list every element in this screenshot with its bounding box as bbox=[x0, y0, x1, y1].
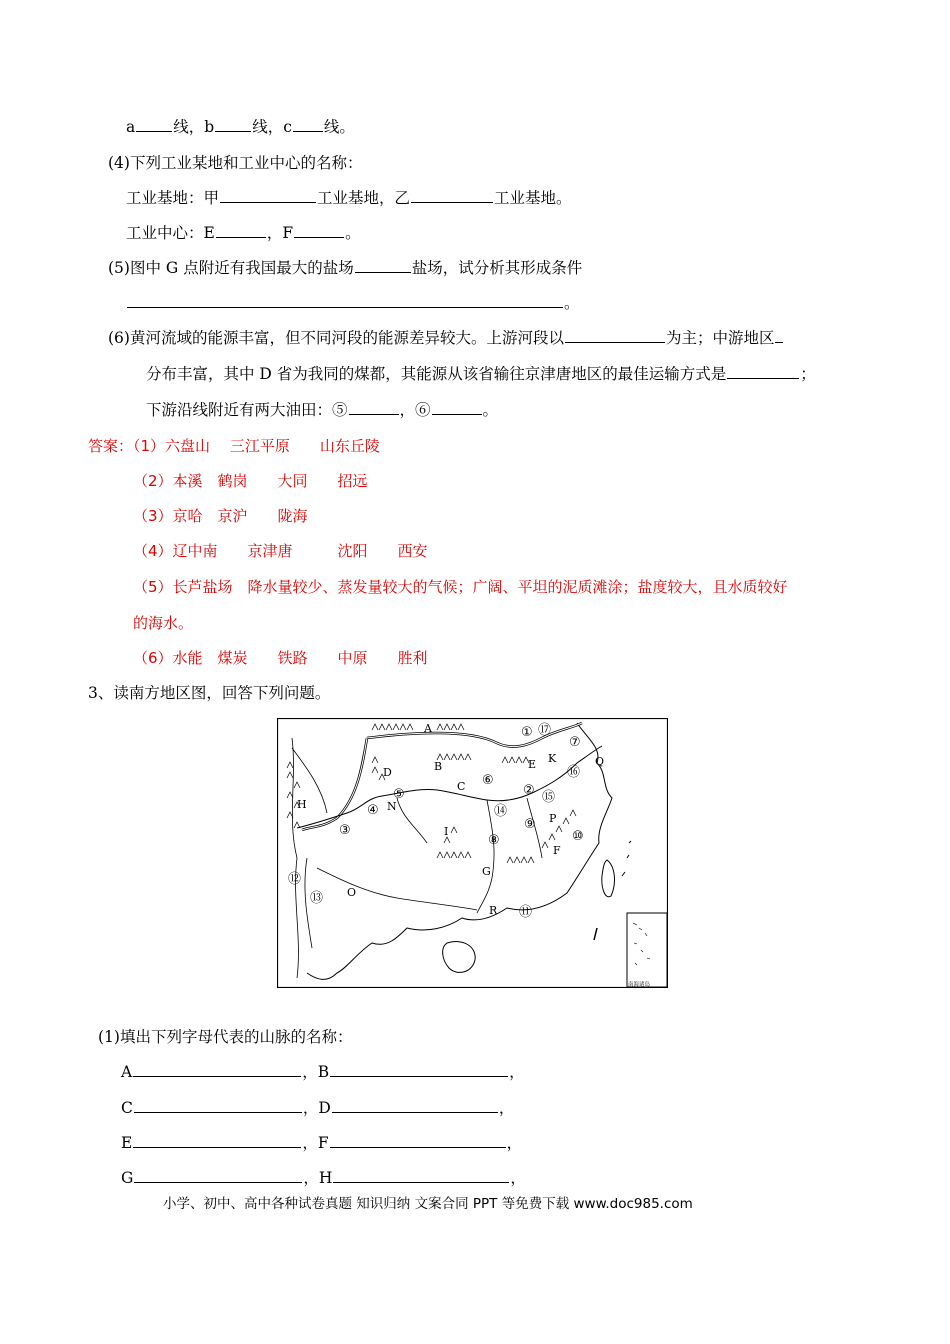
q2-industrial-center: 工业中心：E ，F 。 bbox=[126, 224, 361, 242]
answer-1: 答案：（1）六盘山 三江平原 山东丘陵 bbox=[88, 437, 380, 455]
svg-text:G: G bbox=[482, 865, 491, 878]
svg-text:F: F bbox=[553, 844, 561, 857]
answer-5-cont: 的海水。 bbox=[133, 614, 194, 632]
q3-row-cd: C ，D ， bbox=[121, 1099, 515, 1117]
svg-text:⑫: ⑫ bbox=[288, 872, 302, 887]
q2-part6-b: 分布丰富，其中 D 省为我同的煤都，其能源从该省输往京津唐地区的最佳运输方式是 ； bbox=[146, 365, 816, 383]
svg-text:⑤: ⑤ bbox=[393, 787, 405, 802]
svg-text:⑪: ⑪ bbox=[519, 905, 533, 920]
q2-part4: (4)下列工业某地和工业中心的名称： bbox=[108, 154, 363, 172]
svg-text:④: ④ bbox=[367, 803, 379, 818]
svg-text:③: ③ bbox=[339, 823, 351, 838]
svg-text:⑨: ⑨ bbox=[524, 817, 536, 832]
inset-label: 南海诸岛 bbox=[628, 982, 651, 988]
q3-part1: (1)填出下列字母代表的山脉的名称： bbox=[98, 1028, 353, 1046]
svg-text:B: B bbox=[434, 760, 443, 773]
q2-part6-c: 下游沿线附近有两大油田：⑤ ，⑥ 。 bbox=[146, 401, 499, 419]
q3-row-ef: E ，F ， bbox=[121, 1134, 523, 1152]
q3-row-ab: A ，B ， bbox=[121, 1063, 525, 1081]
answer-3: （3）京哈 京沪 陇海 bbox=[133, 507, 308, 525]
svg-text:C: C bbox=[457, 780, 466, 793]
svg-text:⑦: ⑦ bbox=[569, 735, 581, 750]
answer-4: （4）辽中南 京津唐 沈阳 西安 bbox=[133, 542, 428, 560]
q2-part5-blank: 。 bbox=[126, 292, 580, 314]
q3-title: 3、读南方地区图，回答下列问题。 bbox=[88, 684, 331, 702]
svg-text:H: H bbox=[297, 798, 307, 811]
svg-text:⑮: ⑮ bbox=[542, 790, 556, 805]
svg-text:⑧: ⑧ bbox=[488, 833, 500, 848]
svg-text:①: ① bbox=[521, 725, 533, 740]
svg-text:⑬: ⑬ bbox=[310, 891, 324, 906]
q2-line-types: a 线，b 线，c 线。 bbox=[126, 118, 355, 136]
svg-text:⑰: ⑰ bbox=[538, 723, 552, 738]
svg-text:N: N bbox=[387, 800, 397, 813]
svg-text:K: K bbox=[548, 752, 557, 765]
svg-text:⑯: ⑯ bbox=[567, 765, 581, 780]
answer-5: （5）长芦盐场 降水量较少、蒸发量较大的气候；广阔、平坦的泥质滩涂；盐度较大，且水质较好 bbox=[133, 578, 788, 596]
svg-text:D: D bbox=[383, 766, 392, 779]
svg-text:A: A bbox=[424, 722, 432, 735]
svg-text:P: P bbox=[549, 812, 557, 825]
svg-text:Q: Q bbox=[595, 755, 605, 768]
svg-text:⑩: ⑩ bbox=[572, 829, 584, 844]
q2-part5: (5)图中 G 点附近有我国最大的盐场 盐场，试分析其形成条件 bbox=[108, 259, 583, 277]
svg-text:E: E bbox=[528, 758, 537, 771]
q3-row-gh: G ，H ， bbox=[121, 1169, 526, 1187]
southern-china-map bbox=[277, 718, 668, 988]
svg-text:②: ② bbox=[523, 783, 535, 798]
q2-part6-a: (6)黄河流域的能源丰富，但不同河段的能源差异较大。上游河段以 为主；中游地区 bbox=[108, 327, 784, 349]
svg-text:O: O bbox=[347, 886, 357, 899]
svg-text:⑭: ⑭ bbox=[494, 804, 508, 819]
answer-6: （6）水能 煤炭 铁路 中原 胜利 bbox=[133, 649, 428, 667]
svg-text:R: R bbox=[489, 904, 498, 917]
q2-industrial-base: 工业基地：甲 工业基地，乙 工业基地。 bbox=[126, 189, 572, 207]
svg-text:I: I bbox=[444, 825, 449, 838]
footer-text: 小学、初中、高中各种试卷真题 知识归纳 文案合同 PPT 等免费下载 www.doc985.com bbox=[163, 1196, 693, 1212]
answer-2: （2）本溪 鹤岗 大同 招远 bbox=[133, 472, 368, 490]
svg-text:⑥: ⑥ bbox=[482, 773, 494, 788]
